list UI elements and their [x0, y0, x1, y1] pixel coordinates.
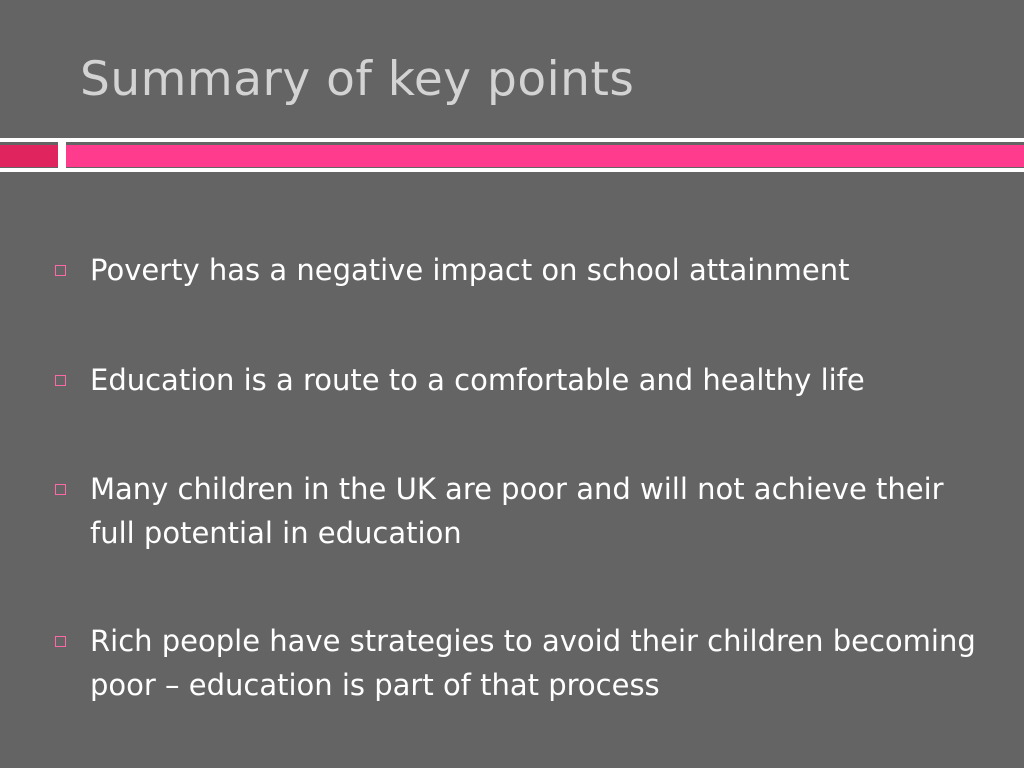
bullet-text: Education is a route to a comfortable and healthy life: [90, 363, 865, 397]
bullet-text: Poverty has a negative impact on school attainment: [90, 253, 850, 287]
square-bullet-icon: [55, 484, 66, 495]
slide-title: Summary of key points: [80, 52, 635, 107]
square-bullet-icon: [55, 636, 66, 647]
bullet-text: Many children in the UK are poor and will not achieve their full potential in education: [90, 472, 944, 550]
bullet-text: Rich people have strategies to avoid their children becoming poor – education is part of that process: [90, 624, 976, 702]
title-accent-band: [66, 145, 1024, 167]
square-bullet-icon: [55, 265, 66, 276]
title-divider-bottom-line: [0, 168, 1024, 172]
square-bullet-icon: [55, 375, 66, 386]
title-divider-top-line: [0, 138, 1024, 142]
title-accent-block-left: [0, 145, 58, 167]
title-accent-gap: [58, 142, 66, 168]
